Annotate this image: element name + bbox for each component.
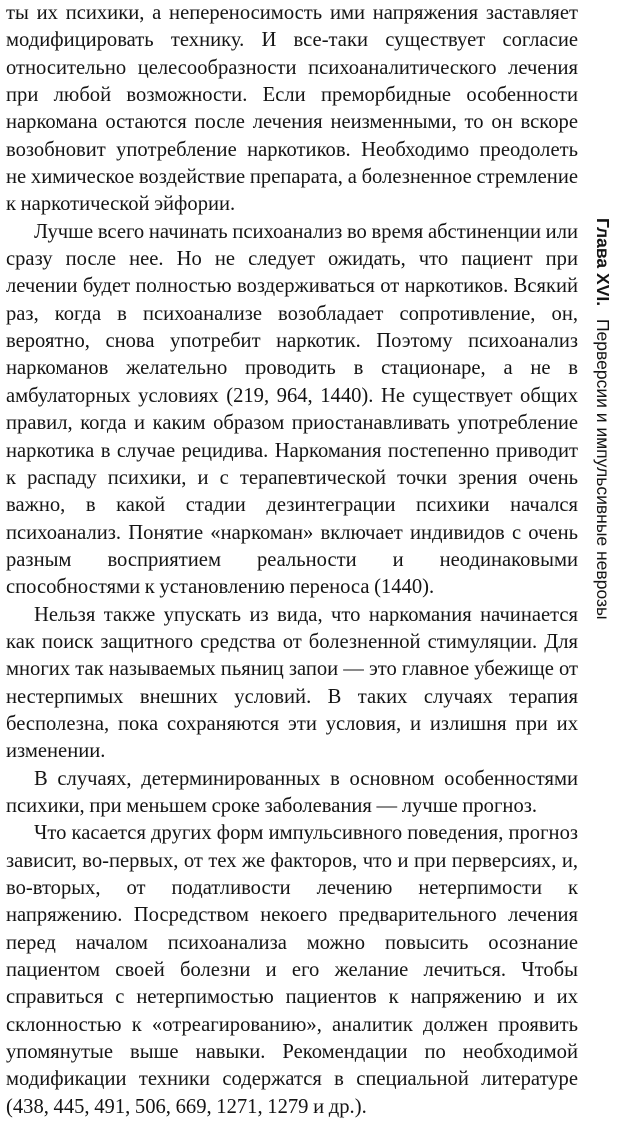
body-text: [6, 0, 578, 1121]
paragraph-5: Что касается других форм импульсивного поведения, прогноз зависит, во-первых, от тех же факторов, что и при перверсиях, и, во-вторых, от податливости лечению нетерпимости к напряжению. Посредством некоего предварительного лечения перед началом психоанализа можно повысить осознание пациентом своей болезни и его желание лечиться. Чтобы справиться с нетерпимостью пациентов к напряжению и их склонностью к «отреагированию», аналитик должен проявить упомянутые выше навыки. Рекомендации по необходимой модификации техники содержатся в специальной литературе (438, 445, 491, 506, 669, 1271, 1279 и др.).: [6, 822, 578, 1118]
chapter-number: Глава XVI.: [593, 218, 613, 307]
chapter-title: Перверсии и импульсивные неврозы: [593, 318, 613, 620]
running-head: [590, 218, 616, 708]
paragraph-3: Нельзя также упускать из вида, что наркомания начинается как поиск защитного средства от болезненной стимуляции. Для многих так называемых пьяниц запои — это главное убежище от нестерпимых внешних условий. В таких случаях терапия бесполезна, пока сохраняются эти условия, и излишня при их изменении.: [6, 603, 578, 763]
paragraph-1: ты их психики, а непереносимость ими напряжения заставляет модифицировать технику. И все-таки существует согласие относительно целесообразности психоаналитического лечения при любой возможности. Если преморбидные особенности наркомана остаются после лечения неизменными, то он вскоре возобновит употребление наркотиков. Необходимо преодолеть не химическое воздействие препарата, а болезненное стремление к наркотической эйфории.: [6, 2, 578, 216]
paragraph-2: Лучше всего начинать психоанализ во время абстиненции или сразу после нее. Но не следует ожидать, что пациент при лечении будет полностью воздерживаться от наркотиков. Всякий раз, когда в психоанализе возобладает сопротивление, он, вероятно, снова употребит наркотик. Поэтому психоанализ наркоманов желательно проводить в стационаре, а не в амбулаторных условиях (219, 964, 1440). Не существует общих правил, когда и каким образом приостанавливать употребление наркотика в случае рецидива. Наркомания постепенно приводит к распаду психики, и с терапевтической точки зрения очень важно, в какой стадии дезинтеграции психики начался психоанализ. Понятие «наркоман» включает индивидов с очень разным восприятием реальности и неодинаковыми способностями к установлению переноса (1440).: [6, 220, 578, 599]
paragraph-4: В случаях, детерминированных в основном особенностями психики, при меньшем сроке заболевания — лучше прогноз.: [6, 767, 578, 817]
